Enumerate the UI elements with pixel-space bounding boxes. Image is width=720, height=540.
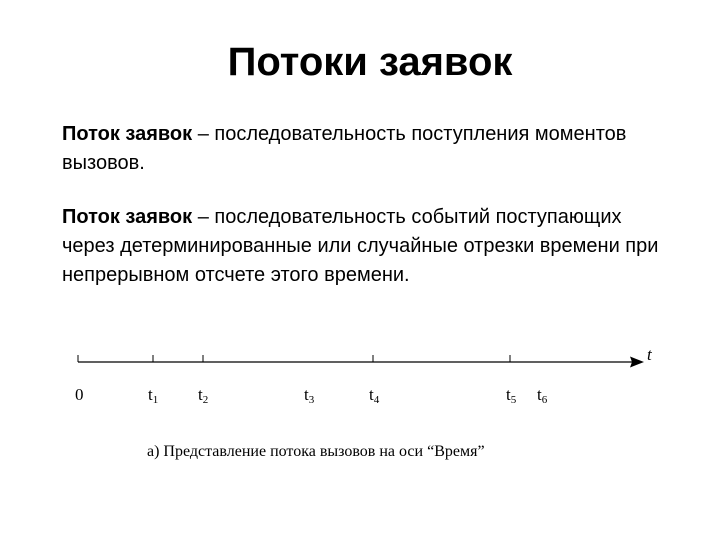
definition-text: – последовательность событий поступающих через детерминированные или случайные отрезки времени при непрерывном отсчете этого времени. <box>62 206 659 286</box>
axis-label: t <box>647 345 652 364</box>
tick-label-t6: t6 <box>537 385 548 406</box>
origin-label: 0 <box>75 385 84 404</box>
tick-label-t5: t5 <box>506 385 517 406</box>
tick-label-t4: t4 <box>369 385 380 406</box>
tick-label-t1: t1 <box>148 385 159 406</box>
definition-text: – последовательность поступления моментов вызовов. <box>62 123 627 174</box>
definition-paragraph-2 <box>62 203 662 290</box>
definition-term: Поток заявок <box>62 206 193 228</box>
definition-term: Поток заявок <box>62 123 193 145</box>
figure-caption: а) Представление потока вызовов на оси “Время” <box>147 443 485 460</box>
definition-paragraph-1 <box>62 120 662 178</box>
axis-arrow-icon <box>630 357 644 368</box>
tick-label-t3: t3 <box>304 385 315 406</box>
slide-title: Потоки заявок <box>227 40 513 84</box>
time-axis-figure <box>0 340 720 480</box>
tick-label-t2: t2 <box>198 385 209 406</box>
